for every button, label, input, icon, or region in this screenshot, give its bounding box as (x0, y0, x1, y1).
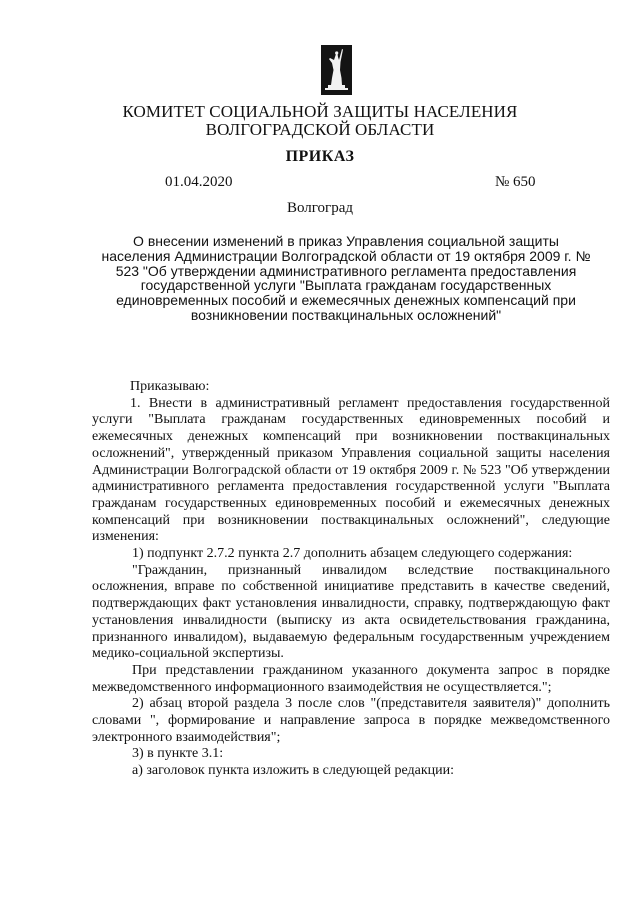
document-number: № 650 (495, 174, 536, 190)
body-paragraph-5: 2) абзац второй раздела 3 после слов "(представителя заявителя)" дополнить словами ", формирование и направление запроса в порядке межведомственного электронного взаимодействия"; (92, 696, 610, 745)
organization-name-line2: ВОЛГОГРАДСКОЙ ОБЛАСТИ (205, 120, 435, 139)
document-date: 01.04.2020 (165, 174, 233, 190)
body-paragraph-4: При представлении гражданином указанного документа запрос в порядке межведомственного информационного взаимодействия не осуществляется."; (92, 662, 610, 695)
document-type-title: ПРИКАЗ (285, 148, 355, 165)
body-intro: Приказываю: (130, 379, 210, 394)
volgograd-motherland-calls-emblem-icon (321, 45, 352, 95)
body-paragraph-2: 1) подпункт 2.7.2 пункта 2.7 дополнить абзацем следующего содержания: (132, 546, 573, 562)
document-subject: О внесении изменений в приказ Управления социальной защиты населения Администрации Волгоградской области от 19 октября 2009 г. № 523 "Об утверждении административного регламента предоставления государственной услуги "Выплата гражданам государственных единовременных пособий и ежемесячных денежных компенсаций при возникновении поствакцинальных осложнений" (101, 233, 591, 323)
organization-name-line1: КОМИТЕТ СОЦИАЛЬНОЙ ЗАЩИТЫ НАСЕЛЕНИЯ (122, 102, 518, 121)
body-paragraph-3: "Гражданин, признанный инвалидом вследствие поствакцинального осложнения, вправе по собственной инициативе представить в качестве сведений, подтверждающих факт установления инвалидности, справку, подтверждающую факт установления инвалидности (выписку из акта освидетельствования гражданина, признанного инвалидом), выдаваемую федеральным государственным учреждением медико-социальной экспертизы. (92, 562, 610, 662)
document-city: Волгоград (286, 200, 353, 216)
body-paragraph-7: а) заголовок пункта изложить в следующей редакции: (132, 763, 455, 779)
body-paragraph-1: 1. Внести в административный регламент предоставления государственной услуги "Выплата гражданам государственных единовременных пособий и ежемесячных денежных компенсаций при возникновении поствакцинальных осложнений", утвержденный приказом Управления социальной защиты населения Администрации Волгоградской области от 19 октября 2009 г. № 523 "Об утверждении административного регламента предоставления государственной услуги "Выплата гражданам государственных единовременных пособий и ежемесячных денежных компенсаций при возникновении поствакцинальных осложнений", следующие изменения: (92, 395, 610, 545)
document-body (92, 379, 610, 780)
body-paragraph-6: 3) в пункте 3.1: (132, 746, 224, 762)
